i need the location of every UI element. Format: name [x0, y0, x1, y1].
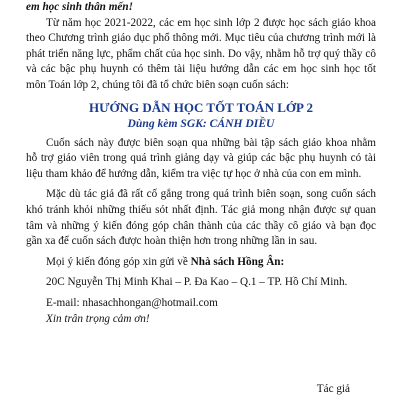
address-line: 20C Nguyễn Thị Minh Khai – P. Đa Kao – Q.1 – TP. Hồ Chí Minh. [46, 276, 348, 289]
contact-line: Mọi ý kiến đóng góp xin gửi về Nhà sách Hồng Ân: [46, 255, 285, 268]
closing-line: Xin trân trọng cảm ơn! [46, 312, 150, 325]
book-subtitle: Dùng kèm SGK: CÁNH DIỀU [127, 116, 275, 130]
book-title: HƯỚNG DẪN HỌC TỐT TOÁN LỚP 2 [89, 99, 313, 115]
intro-paragraph: Từ năm học 2021-2022, các em học sinh lớp 2 được học sách giáo khoa theo Chương trình giáo dục phổ thông mới. Mục tiêu của chương trình mới là phát triển năng lực, phẩm chất của học sinh. Do vậy, nhằm hỗ trợ quý thầy cô và các bậc phụ huynh có thêm tài liệu hướng dẫn các em học sinh học tốt môn Toán lớp 2, chúng tôi đã tổ chức biên soạn cuốn sách: [26, 16, 376, 91]
paragraph-usage: Cuốn sách này được biên soạn qua những bài tập sách giáo khoa nhằm hỗ trợ giáo viên trong quá trình giảng dạy và giúp các bậc phụ huynh có tài liệu tham khảo để hướng dẫn, kiểm tra việc tự học ở nhà của con em mình. [26, 136, 376, 180]
publisher-name: Nhà sách Hồng Ân [190, 255, 281, 268]
signature: Tác giả [316, 383, 350, 396]
email-line: E-mail: nhasachhongan@hotmail.com [46, 296, 218, 309]
paragraph-feedback: Mặc dù tác giả đã rất cố gắng trong quá trình biên soạn, song cuốn sách khó tránh khỏi những thiếu sót nhất định. Tác giả mong nhận được sự quan tâm và những ý kiến đóng góp chân thành của các thầy cô giáo và bạn đọc gần xa để cuốn sách được hoàn thiện hơn trong những lần in sau. [26, 188, 376, 248]
greeting-line: em học sinh thân mến! [26, 1, 133, 13]
contact-prefix: Mọi ý kiến đóng góp xin gửi về [46, 255, 191, 268]
